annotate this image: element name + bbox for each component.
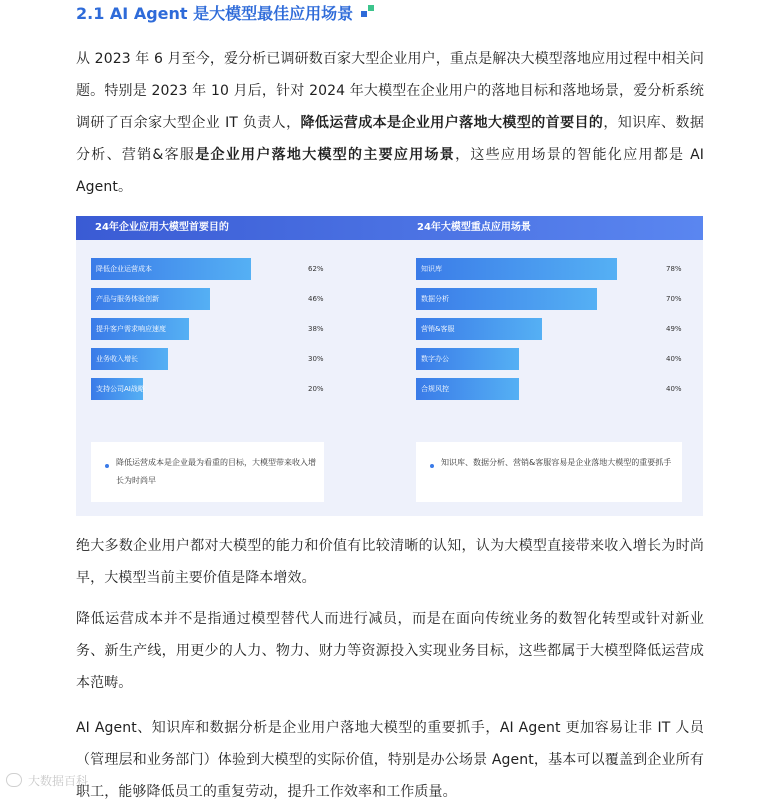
bar-value-label: 46%	[308, 295, 324, 303]
chart-scenarios	[416, 258, 682, 408]
bar-value-label: 78%	[666, 265, 682, 273]
chart-title-right: 24年大模型重点应用场景	[417, 222, 531, 233]
bar	[416, 258, 617, 280]
bar-label: 业务收入增长	[96, 355, 138, 363]
bar-row	[91, 258, 351, 280]
bar	[416, 318, 542, 340]
bar-value-label: 30%	[308, 355, 324, 363]
bar-row	[416, 348, 682, 370]
bar	[91, 378, 143, 400]
bar-label: 提升客户需求响应速度	[96, 325, 166, 333]
note-box-right	[416, 442, 682, 502]
bar-label: 降低企业运营成本	[96, 265, 152, 273]
intro-text-2: ，知识库、数据分析、营销&客服	[76, 115, 704, 163]
chart-goals	[91, 258, 351, 408]
section-heading	[76, 0, 375, 24]
paragraph-intro	[76, 43, 704, 203]
bar-row	[416, 318, 682, 340]
bar-row	[91, 318, 351, 340]
bar	[91, 348, 168, 370]
bar-label: 知识库	[421, 265, 442, 273]
bar	[91, 288, 210, 310]
intro-bold-1: 降低运营成本是企业用户落地大模型的首要目的	[300, 115, 604, 131]
bullet-icon	[430, 464, 434, 468]
note-text-left: 降低运营成本是企业最为看重的目标，大模型带来收入增长为时尚早	[116, 458, 316, 485]
heading-decoration-icon	[361, 5, 375, 19]
watermark-text: 大数据百科	[28, 773, 89, 788]
bar-value-label: 70%	[666, 295, 682, 303]
survey-figure	[76, 216, 703, 516]
bar-value-label: 62%	[308, 265, 324, 273]
note-box-left	[91, 442, 324, 502]
intro-text-1: 从 2023 年 6 月至今，爱分析已调研数百家大型企业用户，重点是解决大模型落地应用过程中相关问题。特别是 2023 年 10 月后，针对 2024 年大模型在企业用户的落地目标和落地场景，爱分析系统调研了百余家大型企业 IT 负责人，	[76, 51, 704, 131]
chart-title-left: 24年企业应用大模型首要目的	[95, 222, 229, 233]
bar	[91, 258, 251, 280]
bar	[416, 288, 597, 310]
bar-value-label: 38%	[308, 325, 324, 333]
bar	[416, 348, 519, 370]
intro-bold-2: 是企业用户落地大模型的主要应用场景	[195, 147, 456, 163]
bar-value-label: 49%	[666, 325, 682, 333]
figure-header	[76, 216, 703, 240]
bar-row	[416, 258, 682, 280]
paragraph-cost: 降低运营成本并不是指通过模型替代人而进行减员，而是在面向传统业务的数智化转型或针对新业务、新生产线，用更少的人力、物力、财力等资源投入实现业务目标，这些都属于大模型降低运营成本范畴。	[76, 611, 704, 691]
bar-row	[91, 378, 351, 400]
bullet-icon	[105, 464, 109, 468]
bar	[416, 378, 519, 400]
bar-value-label: 20%	[308, 385, 324, 393]
bar-row	[416, 288, 682, 310]
bar-row	[91, 348, 351, 370]
paragraph-agent: AI Agent、知识库和数据分析是企业用户落地大模型的重要抓手，AI Agent 更加容易让非 IT 人员（管理层和业务部门）体验到大模型的实际价值，特别是办公场景 Agent，基本可以覆盖到企业所有职工，能够降低员工的重复劳动，提升工作效率和工作质量。	[76, 720, 704, 800]
bar-label: 数据分析	[421, 295, 449, 303]
bar-label: 营销&客服	[421, 325, 455, 333]
bar-label: 支持公司AI战略	[96, 385, 145, 393]
bar-value-label: 40%	[666, 385, 682, 393]
bar	[91, 318, 189, 340]
paragraph-value: 绝大多数企业用户都对大模型的能力和价值有比较清晰的认知，认为大模型直接带来收入增长为时尚早，大模型当前主要价值是降本增效。	[76, 538, 704, 586]
note-text-right: 知识库、数据分析、营销&客服容易是企业落地大模型的重要抓手	[441, 458, 672, 467]
bar-row	[91, 288, 351, 310]
bar-label: 数字办公	[421, 355, 449, 363]
section-title: 2.1 AI Agent 是大模型最佳应用场景	[76, 3, 354, 23]
bar-value-label: 40%	[666, 355, 682, 363]
watermark	[6, 770, 88, 790]
bar-label: 产品与服务体验创新	[96, 295, 159, 303]
bar-label: 合规风控	[421, 385, 449, 393]
bar-row	[416, 378, 682, 400]
intro-text-3: ，这些应用场景的智能化应用都是 AI Agent。	[76, 147, 704, 195]
watermark-logo-icon	[6, 773, 22, 787]
